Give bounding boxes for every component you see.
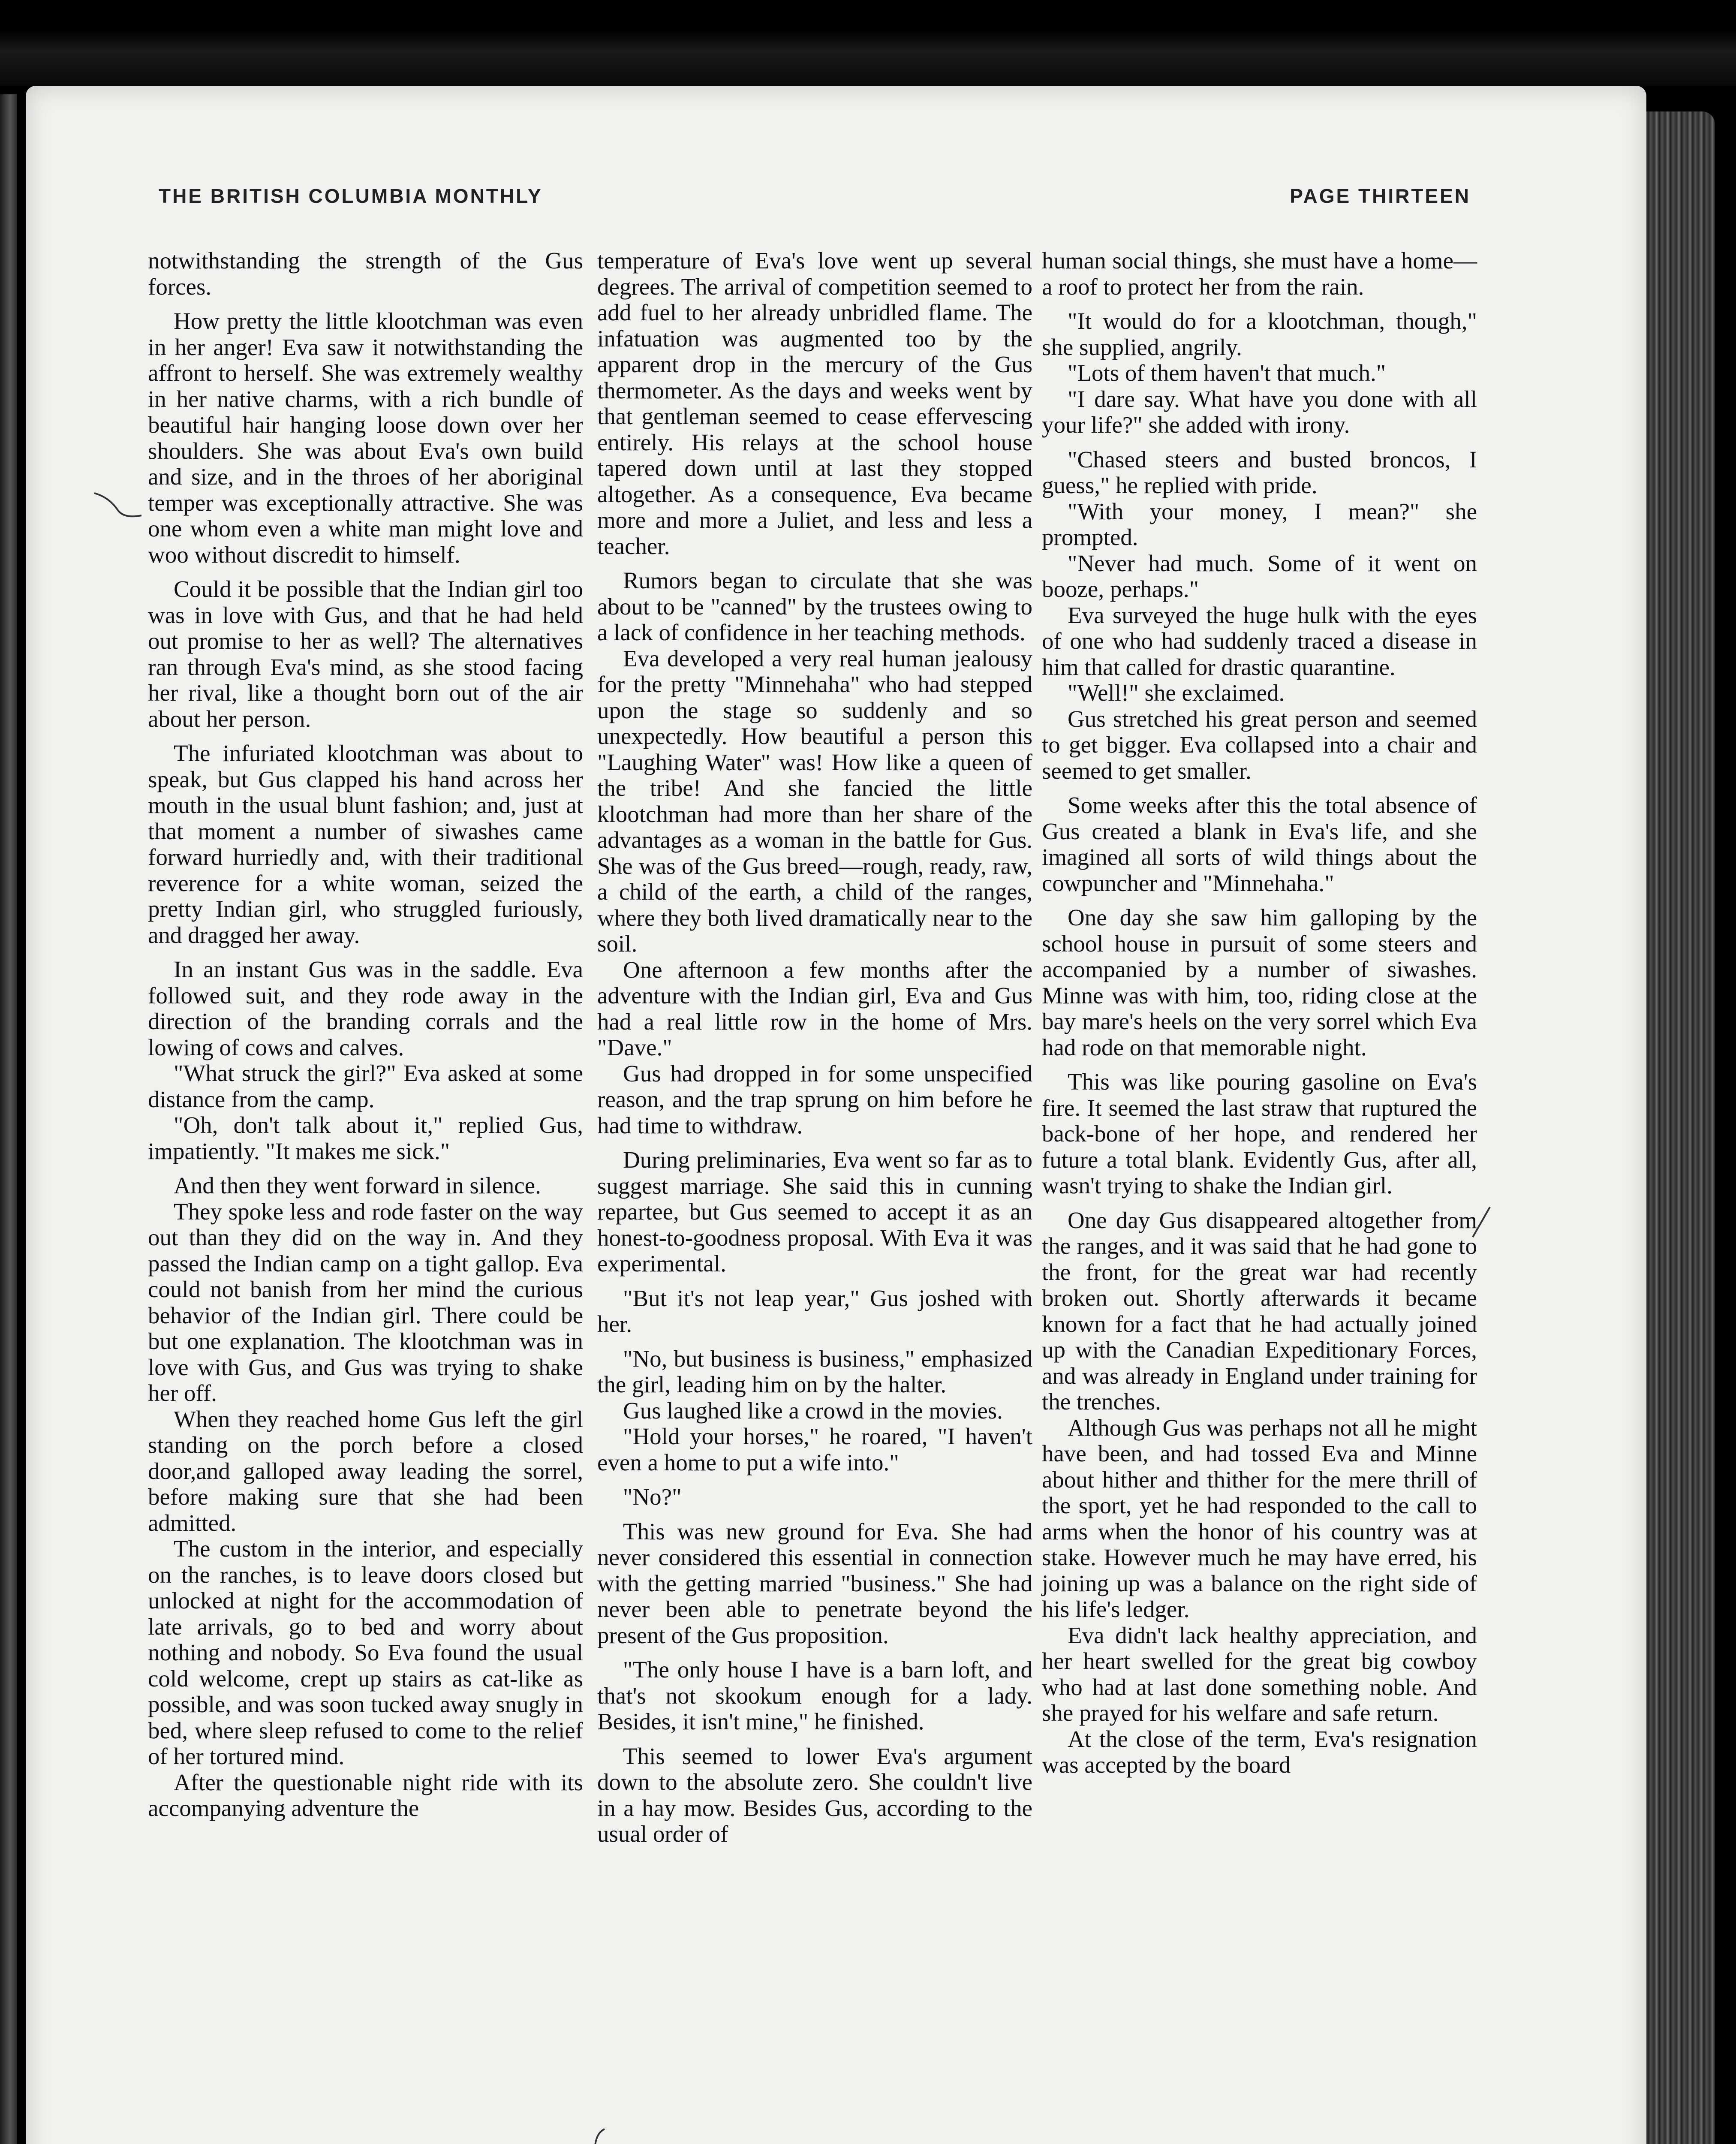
paragraph: This was like pouring gasoline on Eva's fire. It seemed the last straw that ruptured the back-bone of her hope, and rendered her future a total blank. Evidently Gus, after all, wasn't trying to shake the Indian girl. bbox=[1042, 1069, 1477, 1198]
pencil-mark bbox=[1468, 1205, 1494, 1239]
paragraph: "The only house I have is a barn loft, and that's not skookum enough for a lady. Besides, it isn't mine," he finished. bbox=[597, 1656, 1032, 1734]
page-number: PAGE THIRTEEN bbox=[1290, 185, 1471, 207]
paragraph: Eva developed a very real human jealousy for the pretty "Minnehaha" who had stepped upon the stage so suddenly and so unexpectedly. How beautiful a person this "Laughing Water" was! How like a queen of the tribe! And she fancied the little klootchman had more than her share of the advantages as a woman in the battle for Gus. She was of the Gus breed—rough, ready, raw, a child of the earth, a child of the ranges, where they both lived dramatically near to the soil. bbox=[597, 645, 1032, 957]
pencil-mark bbox=[587, 2127, 613, 2144]
paragraph: How pretty the little klootchman was even in her anger! Eva saw it notwithstanding the affront to herself. She was extremely wealthy in her native charms, with a rich bundle of beautiful hair hanging loose down over her shoulders. She was about Eva's own build and size, and in the throes of her aboriginal temper was exceptionally attractive. She was one whom even a white man might love and woo without discredit to himself. bbox=[148, 308, 583, 568]
paragraph: "What struck the girl?" Eva asked at some distance from the camp. bbox=[148, 1060, 583, 1112]
paragraph: Rumors began to circulate that she was about to be "canned" by the trustees owing to a lack of confidence in her teaching methods. bbox=[597, 567, 1032, 645]
paragraph: Gus laughed like a crowd in the movies. bbox=[623, 1397, 1003, 1424]
paragraph: "I dare say. What have you done with all your life?" she added with irony. bbox=[1042, 385, 1477, 438]
paragraph: "With your money, I mean?" she prompted. bbox=[1042, 498, 1477, 550]
paragraph: notwithstanding the strength of the Gus forces. bbox=[148, 247, 583, 300]
publication-title: THE BRITISH COLUMBIA MONTHLY bbox=[159, 185, 543, 207]
paragraph: human social things, she must have a home—a roof to protect her from the rain. bbox=[1042, 247, 1477, 300]
paragraph: Could it be possible that the Indian girl too was in love with Gus, and that he had held out promise to her as well? The alternatives ran through Eva's mind, as she stood facing her rival, like a thought born out of the air about her person. bbox=[148, 576, 583, 732]
paragraph: Eva surveyed the huge hulk with the eyes of one who had suddenly traced a disease in him that called for drastic quarantine. bbox=[1042, 602, 1477, 680]
paragraph: "But it's not leap year," Gus joshed with her. bbox=[597, 1285, 1032, 1337]
paragraph: When they reached home Gus left the girl standing on the porch before a closed door,and galloped away leading the sorrel, before making sure that she had been admitted. bbox=[148, 1406, 583, 1536]
paragraph: One afternoon a few months after the adventure with the Indian girl, Eva and Gus had a real little row in the home of Mrs. "Dave." bbox=[597, 956, 1032, 1060]
paragraph: "Lots of them haven't that much." bbox=[1068, 360, 1386, 386]
paragraph: "It would do for a klootchman, though," she supplied, angrily. bbox=[1042, 308, 1477, 360]
paragraph: One day she saw him galloping by the school house in pursuit of some steers and accompanied by a number of siwashes. Minne was with him, too, riding close at the bay mare's heels on the very sorrel which Eva had rode on that memorable night. bbox=[1042, 904, 1477, 1060]
paragraph: At the close of the term, Eva's resignation was accepted by the board bbox=[1042, 1725, 1477, 1778]
paragraph: "No, but business is business," emphasized the girl, leading him on by the halter. bbox=[597, 1345, 1032, 1397]
paragraph: temperature of Eva's love went up several degrees. The arrival of competition seemed to add fuel to her already unbridled flame. The infatuation was augmented too by the apparent drop in the mercury of the Gus thermometer. As the days and weeks went by that gentleman seemed to cease effervescing entirely. His relays at the school house tapered down until at last they stopped altogether. As a consequence, Eva became more and more a Juliet, and less and less a teacher. bbox=[597, 247, 1032, 559]
paragraph: And then they went forward in silence. bbox=[174, 1172, 541, 1198]
paragraph: Some weeks after this the total absence of Gus created a blank in Eva's life, and she imagined all sorts of wild things about the cowpuncher and "Minnehaha." bbox=[1042, 792, 1477, 896]
facing-page-edge bbox=[0, 94, 17, 2144]
paragraph: During preliminaries, Eva went so far as to suggest marriage. She said this in cunning repartee, but Gus seemed to accept it as an honest-to-goodness proposal. With Eva it was experimental. bbox=[597, 1147, 1032, 1277]
paragraph: "Hold your horses," he roared, "I haven't even a home to put a wife into." bbox=[597, 1423, 1032, 1476]
running-header bbox=[159, 184, 1471, 214]
paragraph: Gus had dropped in for some unspecified reason, and the trap sprung on him before he had time to withdraw. bbox=[597, 1060, 1032, 1138]
text-column-2 bbox=[597, 248, 1032, 1847]
paragraph: The custom in the interior, and especially on the ranches, is to leave doors closed but unlocked at night for the accommodation of late arrivals, go to bed and worry about nothing and nobody. So Eva found the usual cold welcome, crept up stairs as cat-like as possible, and was soon tucked away snugly in bed, where sleep refused to come to the relief of her tortured mind. bbox=[148, 1536, 583, 1769]
paragraph: One day Gus disappeared altogether from the ranges, and it was said that he had gone to the front, for the great war had recently broken out. Shortly afterwards it became known for a fact that he had actually joined up with the Canadian Expeditionary Forces, and was already in England under training for the trenches. bbox=[1042, 1207, 1477, 1415]
paragraph: Gus stretched his great person and seemed to get bigger. Eva collapsed into a chair and seemed to get smaller. bbox=[1042, 705, 1477, 784]
text-column-1 bbox=[148, 248, 583, 1822]
paragraph: "Never had much. Some of it went on booze, perhaps." bbox=[1042, 550, 1477, 602]
scan-top-band bbox=[0, 0, 1736, 86]
paragraph: Eva didn't lack healthy appreciation, and her heart swelled for the great big cowboy who had at last done something noble. And she prayed for his welfare and safe return. bbox=[1042, 1622, 1477, 1726]
paragraph: This was new ground for Eva. She had never considered this essential in connection with the getting married "business." She had never been able to penetrate beyond the present of the Gus proposition. bbox=[597, 1518, 1032, 1648]
paragraph: "Oh, don't talk about it," replied Gus, impatiently. "It makes me sick." bbox=[148, 1112, 583, 1164]
paragraph: "Well!" she exclaimed. bbox=[1068, 680, 1285, 706]
paragraph: "Chased steers and busted broncos, I guess," he replied with pride. bbox=[1042, 446, 1477, 498]
pencil-mark bbox=[92, 489, 144, 523]
paragraph: After the questionable night ride with its accompanying adventure the bbox=[148, 1769, 583, 1821]
paragraph: They spoke less and rode faster on the way out than they did on the way in. And they passed the Indian camp on a tight gallop. Eva could not banish from her mind the curious behavior of the Indian girl. There could be but one explanation. The klootchman was in love with Gus, and Gus was trying to shake her off. bbox=[148, 1198, 583, 1406]
paragraph: In an instant Gus was in the saddle. Eva followed suit, and they rode away in the direction of the branding corrals and the lowing of cows and calves. bbox=[148, 956, 583, 1060]
text-column-3 bbox=[1042, 248, 1477, 1778]
paragraph: Although Gus was perhaps not all he might have been, and had tossed Eva and Minne about hither and thither for the mere thrill of the sport, yet he had responded to the call to arms when the honor of his country was at stake. However much he may have erred, his joining up was a balance on the right side of his life's ledger. bbox=[1042, 1414, 1477, 1622]
paragraph: This seemed to lower Eva's argument down to the absolute zero. She couldn't live in a hay mow. Besides Gus, according to the usual order of bbox=[597, 1743, 1032, 1847]
paragraph: The infuriated klootchman was about to speak, but Gus clapped his hand across her mouth in the usual blunt fashion; and, just at that moment a number of siwashes came forward hurriedly and, with their traditional reverence for a white woman, seized the pretty Indian girl, who struggled furiously, and dragged her away. bbox=[148, 740, 583, 948]
paragraph: "No?" bbox=[623, 1484, 682, 1510]
